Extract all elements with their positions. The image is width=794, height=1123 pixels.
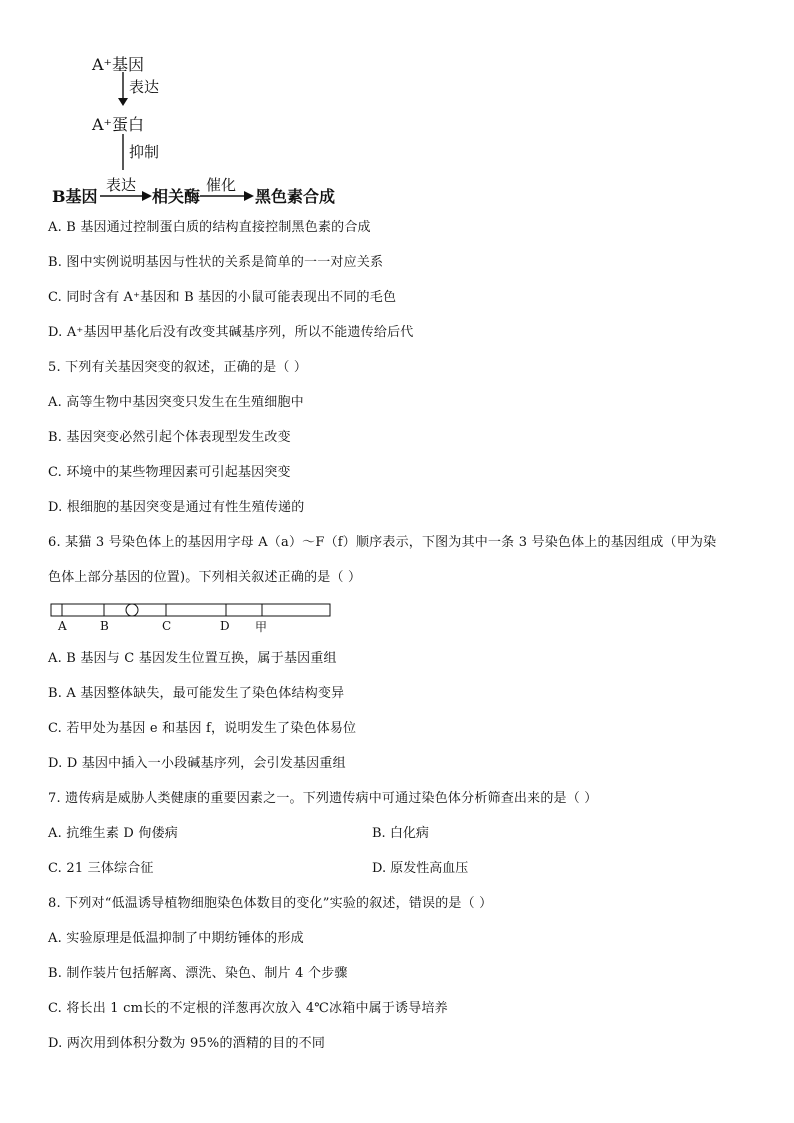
- chrom-label-jia: 甲: [255, 620, 268, 634]
- arrow-down-icon: [116, 72, 130, 106]
- catalyze-label: 催化: [206, 176, 237, 194]
- a-gene-label: A⁺基因: [92, 55, 145, 74]
- gene-pathway-diagram: [0, 0, 400, 210]
- enzyme-label: 相关酶: [152, 187, 201, 206]
- q7-option-c: C. 21 三体综合征: [48, 861, 154, 876]
- q6-option-d: D. D 基因中插入一小段碱基序列，会引发基因重组: [48, 756, 346, 771]
- q8-stem: 8. 下列对“低温诱导植物细胞染色体数目的变化”实验的叙述，错误的是（ ）: [48, 896, 493, 911]
- express-label-1: 表达: [129, 78, 160, 96]
- q7-option-b: B. 白化病: [372, 826, 429, 841]
- q8-option-c: C. 将长出 1 cm长的不定根的洋葱再次放入 4℃冰箱中属于诱导培养: [48, 1001, 448, 1016]
- q6-stem-line2: 色体上部分基因的位置)。下列相关叙述正确的是（ ）: [48, 570, 362, 585]
- chromosome-diagram: [48, 600, 338, 636]
- q8-option-b: B. 制作装片包括解离、漂洗、染色、制片 4 个步骤: [48, 966, 348, 981]
- q4-option-d: D. A⁺基因甲基化后没有改变其碱基序列，所以不能遗传给后代: [48, 325, 414, 340]
- express-label-2: 表达: [106, 176, 137, 194]
- inhibit-label: 抑制: [129, 143, 160, 161]
- arrow-right-icon: [200, 190, 254, 202]
- q8-option-d: D. 两次用到体积分数为 95%的酒精的目的不同: [48, 1036, 326, 1051]
- q7-stem: 7. 遗传病是威胁人类健康的重要因素之一。下列遗传病中可通过染色体分析筛查出来的是（ ）: [48, 791, 598, 806]
- chromosome-bar: [48, 600, 338, 618]
- melanin-label: 黑色素合成: [255, 187, 336, 206]
- q4-option-a: A. B 基因通过控制蛋白质的结构直接控制黑色素的合成: [48, 220, 371, 235]
- arrow-right-icon: [100, 190, 152, 202]
- q6-option-c: C. 若甲处为基因 e 和基因 f，说明发生了染色体易位: [48, 721, 357, 736]
- q6-option-a: A. B 基因与 C 基因发生位置互换，属于基因重组: [48, 651, 337, 666]
- chrom-label-c: C: [162, 619, 172, 633]
- b-gene-label: B基因: [52, 187, 98, 206]
- q5-option-a: A. 高等生物中基因突变只发生在生殖细胞中: [48, 395, 304, 410]
- q4-option-c: C. 同时含有 A⁺基因和 B 基因的小鼠可能表现出不同的毛色: [48, 290, 397, 305]
- q4-option-b: B. 图中实例说明基因与性状的关系是简单的一一对应关系: [48, 255, 384, 270]
- a-protein-label: A⁺蛋白: [92, 115, 145, 134]
- q7-option-a: A. 抗维生素 D 佝偻病: [48, 826, 178, 841]
- chrom-label-d: D: [220, 619, 230, 633]
- q5-option-b: B. 基因突变必然引起个体表现型发生改变: [48, 430, 291, 445]
- chrom-label-a: A: [58, 619, 67, 633]
- q8-option-a: A. 实验原理是低温抑制了中期纺锤体的形成: [48, 931, 304, 946]
- chrom-label-b: B: [100, 619, 109, 633]
- inhibit-line-icon: [116, 134, 130, 172]
- q5-stem: 5. 下列有关基因突变的叙述，正确的是（ ）: [48, 360, 308, 375]
- q5-option-c: C. 环境中的某些物理因素可引起基因突变: [48, 465, 291, 480]
- q5-option-d: D. 根细胞的基因突变是通过有性生殖传递的: [48, 500, 305, 515]
- q6-option-b: B. A 基因整体缺失，最可能发生了染色体结构变异: [48, 686, 345, 701]
- q6-stem-line1: 6. 某猫 3 号染色体上的基因用字母 A（a）～F（f）顺序表示，下图为其中一条 3 号染色体上的基因组成（甲为染: [48, 535, 717, 550]
- q7-option-d: D. 原发性高血压: [372, 861, 469, 876]
